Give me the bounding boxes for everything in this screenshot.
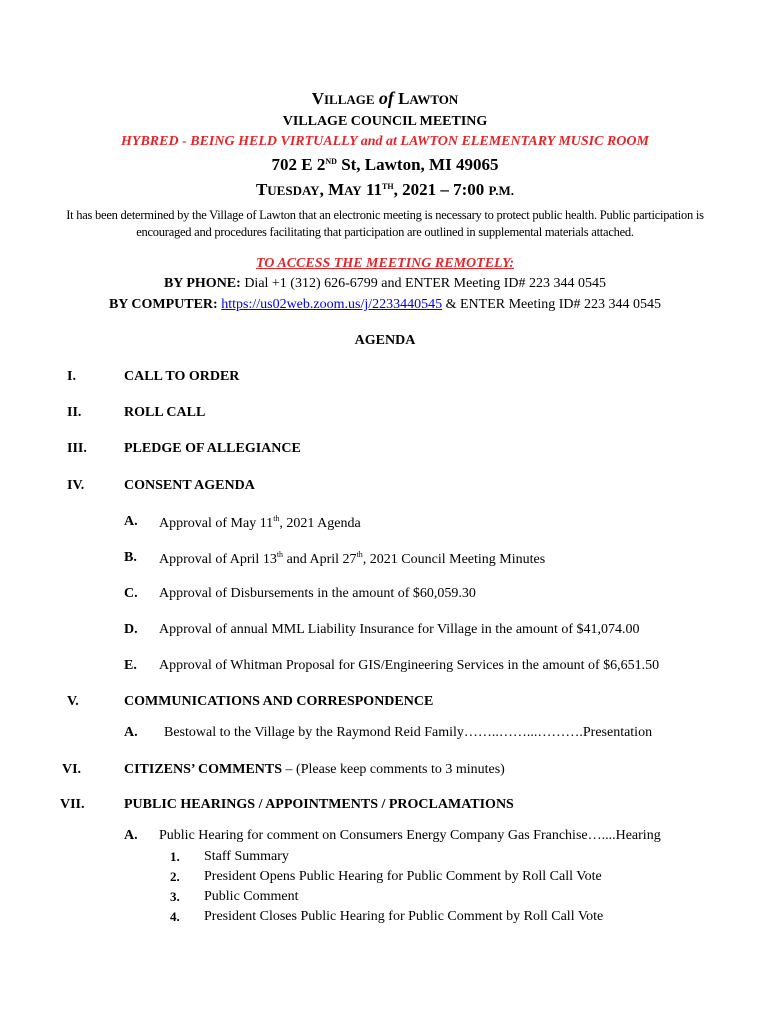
communication-item-text: Bestowal to the Village by the Raymond Reid Family……..……...……….Presentation [164,725,653,740]
zoom-meeting-link[interactable]: https://us02web.zoom.us/j/2233440545 [221,297,443,312]
agenda-numeral: II. [67,405,82,420]
agenda-item-label: CALL TO ORDER [124,369,240,384]
agenda-item-label: PLEDGE OF ALLEGIANCE [124,441,301,456]
hearing-item-text: Public Hearing for comment on Consumers Energy Company Gas Franchise…....Hearing [159,828,661,843]
meeting-address: 702 E 2ND St, Lawton, MI 49065 [271,155,499,174]
meeting-date: TUESDAY, MAY 11TH, 2021 – 7:00 P.M. [255,180,515,199]
computer-access-line: BY COMPUTER: https://us02web.zoom.us/j/2233440545 & ENTER Meeting ID# 223 344 0545 [108,297,662,312]
agenda-numeral: V. [67,694,79,709]
agenda-numeral: III. [67,441,87,456]
hearing-step-text: President Opens Public Hearing for Public Comment by Roll Call Vote [204,869,602,884]
document-title: VILLAGE of LAWTON [311,88,459,108]
hearing-step-text: Public Comment [204,889,299,904]
consent-letter: B. [124,550,137,565]
consent-item-text: Approval of annual MML Liability Insurance for Village in the amount of $41,074.00 [159,622,640,637]
consent-item-text: Approval of Disbursements in the amount of $60,059.30 [159,586,476,601]
phone-access-line: BY PHONE: Dial +1 (312) 626-6799 and ENTER Meeting ID# 223 344 0545 [163,276,607,291]
electronic-meeting-notice: It has been determined by the Village of Lawton that an electronic meeting is necessary to protect public health. Public participation is encouraged and procedures facilitating that participation are outlined in supplemental materials attached. [66,208,704,239]
hearing-step-text: Staff Summary [204,849,289,864]
hearing-step-number: 3. [170,889,180,904]
hearing-letter: A. [124,828,138,843]
agenda-item-label: PUBLIC HEARINGS / APPOINTMENTS / PROCLAMATIONS [124,797,514,812]
communication-letter: A. [124,725,138,740]
hybrid-notice: HYBRED - BEING HELD VIRTUALLY and at LAWTON ELEMENTARY MUSIC ROOM [121,134,649,149]
consent-item-text: Approval of Whitman Proposal for GIS/Engineering Services in the amount of $6,651.50 [159,658,660,673]
agenda-heading: AGENDA [354,333,416,348]
agenda-numeral: VI. [62,762,82,777]
consent-letter: D. [124,622,138,637]
agenda-item-label: COMMUNICATIONS AND CORRESPONDENCE [124,694,434,709]
agenda-item-label: ROLL CALL [124,405,206,420]
hearing-step-number: 4. [170,909,180,924]
consent-item-text: Approval of May 11th, 2021 Agenda [159,514,361,531]
consent-letter: A. [124,514,138,529]
consent-letter: C. [124,586,138,601]
hearing-step-number: 2. [170,869,180,884]
agenda-numeral: I. [67,369,76,384]
agenda-item-label: CONSENT AGENDA [124,478,255,493]
consent-item-text: Approval of April 13th and April 27th, 2021 Council Meeting Minutes [159,550,546,567]
consent-letter: E. [124,658,137,673]
hearing-step-number: 1. [170,849,180,864]
meeting-subtitle: VILLAGE COUNCIL MEETING [282,114,488,129]
remote-access-heading: TO ACCESS THE MEETING REMOTELY: [255,256,515,271]
agenda-numeral: IV. [67,478,85,493]
hearing-step-text: President Closes Public Hearing for Public Comment by Roll Call Vote [204,909,604,924]
agenda-item-label: CITIZENS’ COMMENTS – (Please keep comments to 3 minutes) [124,762,505,777]
agenda-numeral: VII. [60,797,85,812]
